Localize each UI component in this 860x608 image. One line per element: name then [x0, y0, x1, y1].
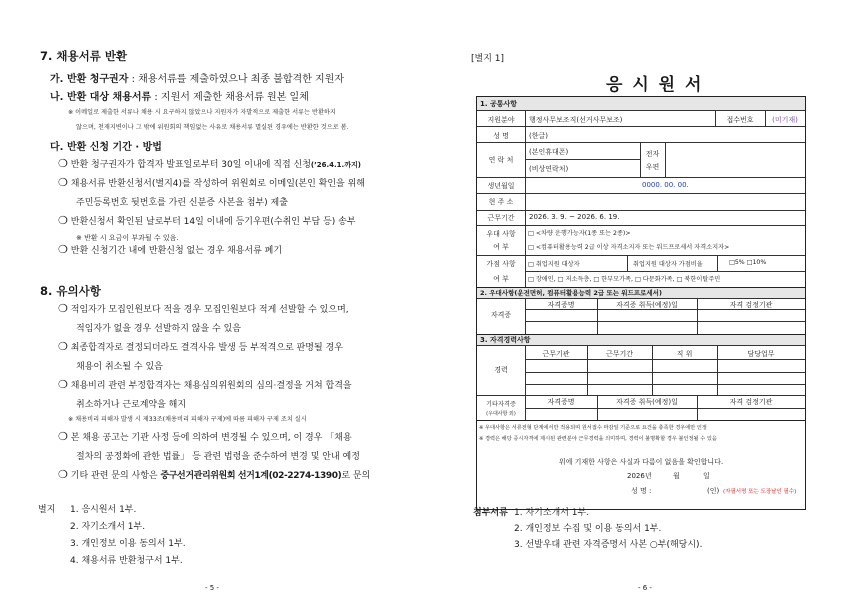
sign-month: 월: [673, 472, 680, 480]
field-label: 지원분야: [487, 116, 515, 124]
page-number-right: - 6 -: [638, 584, 652, 592]
bullet-circle-icon: ❍: [58, 430, 68, 443]
email-label: 전자: [645, 150, 660, 158]
form-title: 응 시 원 서: [606, 75, 704, 95]
note-4: [58, 430, 352, 443]
career-header-org: 근무기관: [542, 350, 570, 358]
bullet-circle-icon: ❍: [58, 378, 68, 391]
attachment-2: 2. 자기소개서 1부.: [70, 522, 146, 532]
bullet-3-note: ※ 반환 시 요금이 부과될 수 있음.: [76, 234, 179, 242]
othercert-header-date: 자격증 취득(예정)일: [616, 398, 678, 406]
bonus-label-1: 가점 사항: [486, 260, 516, 268]
sign-seal[interactable]: (인): [707, 487, 720, 495]
birth-input[interactable]: 0000. 00. 00.: [642, 181, 689, 189]
footnote-1: ※ 우대사항은 서류전형 단계에서만 적용되며 원서접수 마감일 기준으로 요건을 충족한 경우에만 인정: [479, 425, 707, 431]
pref-option-2[interactable]: □ <컴퓨터활용능력 2급 이상 자격소지자 또는 워드프로세서 자격소지자>: [528, 244, 730, 251]
bullet-2-text-b: 주민등록번호 뒷번호를 가린 신분증 사본을 첨부) 제출: [76, 198, 288, 208]
note-5: [58, 468, 370, 481]
note-4-text-a: 본 채용 공고는 기관 사정 등에 의하여 변경될 수 있으며, 이 경우 「채용: [70, 433, 352, 443]
bullet-4: [58, 243, 282, 256]
note-2-text-b: 채용이 취소될 수 있음: [76, 362, 163, 372]
application-form: [476, 96, 806, 510]
section-7-title: 7. 채용서류 반환: [40, 49, 128, 63]
note-1: [58, 302, 349, 315]
s7-ga: [50, 70, 344, 85]
bullet-circle-icon: ❍: [58, 176, 68, 189]
sign-day: 일: [703, 472, 710, 480]
bonus-ratio-label: 취업지원 대상자 가점비율: [633, 261, 703, 268]
bonus-option-others[interactable]: □ 장애인, □ 저소득층, □ 한부모가족, □ 다문화가족, □ 북한이탈주민: [528, 276, 721, 283]
note-2-text-a: 최종합격자로 결정되더라도 결격사유 발생 등 부적격으로 판명될 경우: [70, 343, 343, 353]
note-3-sub: ※ 채용비리 피해자 발생 시 제33조(채용비리 피해자 구제)에 따름 피해자 구제 조치 실시: [68, 416, 307, 423]
address-label: 현 주 소: [488, 198, 514, 206]
right-attachment-2: 2. 개인정보 수집 및 이용 동의서 1부.: [514, 524, 662, 534]
s7-na: [50, 88, 309, 103]
note-5-text-a: 기타 관련 문의 사항은: [70, 471, 158, 481]
cert-header-name: 자격증명: [547, 301, 575, 309]
pref-option-1[interactable]: □ <차량 운행가능자(1종 또는 2종)>: [528, 230, 631, 237]
s7-note-2: 않으며, 천재지변이나 그 밖에 위원회의 책임없는 사유로 채용서류 멸실된 경우에는 반환한 것으로 봄.: [76, 124, 349, 131]
cert-header-agency: 자격 검정기관: [729, 301, 773, 309]
career-label: 경력: [494, 366, 508, 374]
career-header-position: 직 위: [676, 350, 693, 358]
bullet-1-date: (’26.4.1.까지): [310, 161, 361, 169]
bonus-option-employment[interactable]: □ 취업지원 대상자: [528, 261, 580, 268]
bullet-circle-icon: ❍: [58, 214, 68, 227]
bullet-4-text: 반환 신청기간 내에 반환신청 없는 경우 채용서류 폐기: [70, 246, 283, 256]
period-label: 근무기간: [487, 214, 515, 222]
period-value: 2026. 3. 9. ~ 2026. 6. 19.: [529, 213, 620, 221]
attachments-label: 별지: [38, 505, 56, 515]
footnote-2: ※ 경력은 해당 증시자격에 제시된 관련분야 근무경력을 의미하며, 경력이 불명확할 경우 불인정될 수 있음: [479, 436, 717, 442]
section-1-title: 1. 공통사항: [480, 100, 518, 108]
note-1-text-b: 적임자가 없을 경우 선발하지 않을 수 있음: [76, 324, 241, 334]
confirm-statement: 위에 기재한 사항은 사실과 다름이 없음을 확인합니다.: [558, 458, 724, 466]
emergency-input[interactable]: (비상연락처): [529, 165, 569, 173]
bullet-circle-icon: ❍: [58, 243, 68, 256]
note-5-contact: 중구선거관리위원회 선거1계(02-2274-1390): [160, 471, 342, 481]
bullet-3-text: 반환신청서 확인된 날로부터 14일 이내에 등기우편(수취인 부담 등) 송부: [70, 217, 356, 227]
bullet-1: [58, 157, 361, 170]
bonus-ratio-options[interactable]: □5% □10%: [729, 259, 767, 266]
othercert-header-name: 자격증명: [547, 398, 575, 406]
note-3-text-a: 채용비리 관련 부정합격자는 채용심의위원회의 심의·결정을 거쳐 합격을: [70, 381, 352, 391]
othercert-label: 기타자격증: [486, 401, 516, 408]
attachment-1: 1. 응시원서 1부.: [70, 505, 137, 515]
section-8-title: 8. 유의사항: [40, 284, 101, 298]
right-attachment-3: 3. 선발우대 관련 자격증명서 사본 ○부(해당시).: [514, 540, 703, 550]
s7-ga-text: : 채용서류를 제출하였으나 최종 불합격한 지원자: [131, 74, 345, 85]
bullet-circle-icon: ❍: [58, 340, 68, 353]
receipt-value: (미기재): [772, 116, 798, 124]
note-3: [58, 378, 352, 391]
bullet-1-text: 반환 청구권자가 합격자 발표일로부터 30일 이내에 직접 신청: [70, 160, 311, 170]
note-3-text-b: 취소하거나 근로계약을 해지: [76, 400, 187, 410]
attachment-3: 3. 개인정보 이용 동의서 1부.: [70, 539, 186, 549]
cert-label: 자격증: [490, 311, 512, 319]
note-1-text-a: 적임자가 모집인원보다 적을 경우 모집인원보다 적게 선발할 수 있으며,: [70, 305, 349, 315]
note-5-text-c: 로 문의: [341, 471, 371, 481]
sign-name-label: 성 명 :: [631, 487, 652, 495]
s7-da: 다. 반환 신청 기간 · 방법: [50, 142, 162, 153]
right-attachments-label: 첨부서류: [473, 508, 508, 518]
s7-ga-label: 가. 반환 청구권자: [50, 74, 129, 85]
note-2: [58, 340, 343, 353]
s7-note-1: ※ 이메일로 제출한 서류나 채용 시 요구하지 않았으나 지원자가 자발적으로 제출한 서류는 반환하지: [68, 109, 336, 116]
right-attachment-1: 1. 자기소개서 1부.: [514, 508, 590, 518]
s7-na-text: : 지원서 제출한 채용서류 원본 일체: [154, 92, 309, 103]
sec1-bg: [477, 97, 805, 110]
birth-label: 생년월일: [487, 182, 515, 190]
form-tag: [별지 1]: [471, 54, 504, 64]
section-3-title: 3. 자격경력사항: [480, 336, 531, 344]
career-header-period: 근무기간: [605, 350, 634, 358]
career-header-duty: 담당업무: [747, 350, 775, 358]
pref-label-1: 우대 사항: [486, 230, 516, 238]
bullet-2: [58, 176, 365, 189]
bullet-circle-icon: ❍: [58, 468, 68, 481]
name-label: 성 명: [493, 132, 509, 140]
bullet-circle-icon: ❍: [58, 302, 68, 315]
othercert-header-agency: 자격 검정기관: [729, 398, 773, 406]
field-value: 행정사무보조직(선거사무보조): [529, 116, 623, 124]
pref-label-2: 여 부: [493, 243, 509, 251]
bullet-3: [58, 214, 356, 227]
note-4-text-b: 절차의 공정화에 관한 법률」 등 관련 법령을 준수하여 변경 및 안내 예정: [76, 452, 360, 462]
section-2-title: 2. 우대사항(운전면허, 컴퓨터활용능력 2급 또는 워드프로세서): [480, 289, 662, 297]
attachment-4: 4. 채용서류 반환청구서 1부.: [70, 556, 183, 566]
s7-na-label: 나. 반환 대상 채용서류: [50, 92, 152, 103]
email-label-2: 우편: [645, 163, 660, 171]
contact-label: 연 락 처: [488, 156, 514, 164]
sign-year: 2026년: [627, 472, 652, 480]
bonus-label-2: 여 부: [493, 275, 509, 283]
bullet-2-text-a: 채용서류 반환신청서(별지4)를 작성하여 위원회로 이메일(본인 확인을 위해: [70, 179, 365, 189]
bullet-circle-icon: ❍: [58, 157, 68, 170]
cert-header-date: 자격증 취득(예정)일: [616, 301, 678, 309]
sign-note: (자필서명 또는 도장날인 필수): [723, 489, 797, 495]
receipt-label: 접수번호: [726, 116, 754, 124]
mobile-input[interactable]: (본인휴대폰): [529, 148, 569, 156]
othercert-sub: (우대사항 외): [486, 411, 516, 417]
page-number-left: - 5 -: [205, 584, 219, 592]
name-input[interactable]: (한글): [529, 132, 548, 140]
